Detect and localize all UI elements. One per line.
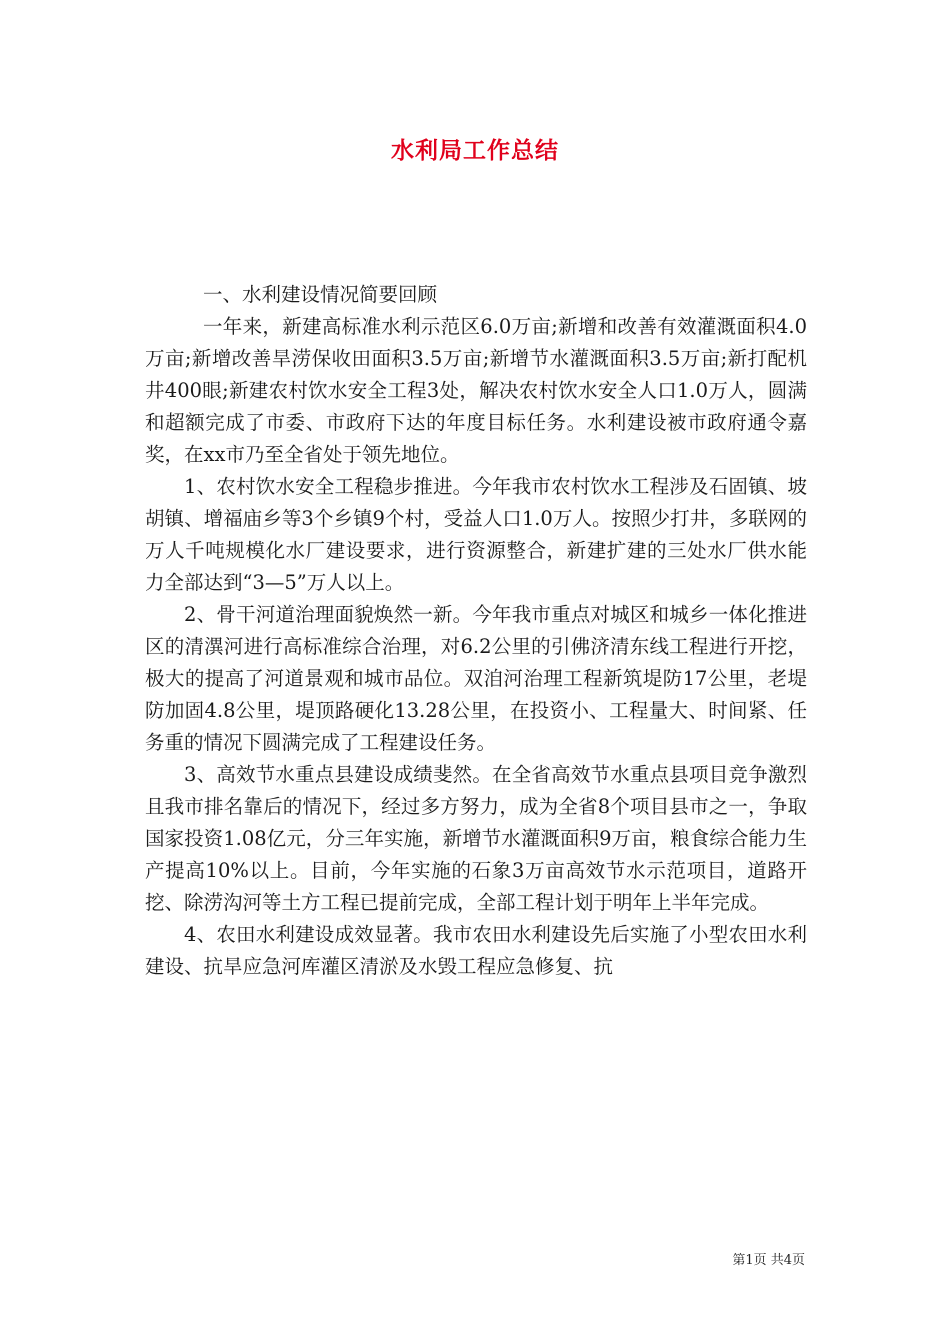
document-title: 水利局工作总结 xyxy=(391,137,559,164)
paragraph-2: 2、骨干河道治理面貌焕然一新。今年我市重点对城区和城乡一体化推进区的清潩河进行高标准综合治理，对6.2公里的引佛济清东线工程进行开挖，极大的提高了河道景观和城市品位。双洎河治理工程新筑堤防17公里，老堤防加固4.8公里，堤顶路硬化13.28公里，在投资小、工程量大、时间紧、任务重的情况下圆满完成了工程建设任务。 xyxy=(145,603,807,754)
paragraph-3: 3、高效节水重点县建设成绩斐然。在全省高效节水重点县项目竞争激烈且我市排名靠后的情况下，经过多方努力，成为全省8个项目县市之一，争取国家投资1.08亿元，分三年实施，新增节水灌溉面积9万亩，粮食综合能力生产提高10%以上。目前，今年实施的石象3万亩高效节水示范项目，道路开挖、除涝沟河等土方工程已提前完成，全部工程计划于明年上半年完成。 xyxy=(145,763,807,914)
section-heading: 一、水利建设情况简要回顾 xyxy=(203,283,438,306)
intro-paragraph: 一年来，新建高标准水利示范区6.0万亩;新增和改善有效灌溉面积4.0万亩;新增改善旱涝保收田面积3.5万亩;新增节水灌溉面积3.5万亩;新打配机井400眼;新建农村饮水安全工程3处，解决农村饮水安全人口1.0万人，圆满和超额完成了市委、市政府下达的年度目标任务。水利建设被市政府通令嘉奖，在xx市乃至全省处于领先地位。 xyxy=(145,315,807,466)
page-indicator: 第1页 共4页 xyxy=(732,1253,805,1268)
document-body xyxy=(145,279,807,983)
paragraph-1: 1、农村饮水安全工程稳步推进。今年我市农村饮水工程涉及石固镇、坡胡镇、增福庙乡等3个乡镇9个村，受益人口1.0万人。按照少打井，多联网的万人千吨规模化水厂建设要求，进行资源整合，新建扩建的三处水厂供水能力全部达到“3—5”万人以上。 xyxy=(145,475,807,594)
paragraph-4: 4、农田水利建设成效显著。我市农田水利建设先后实施了小型农田水利建设、抗旱应急河库灌区清淤及水毁工程应急修复、抗 xyxy=(145,923,807,978)
